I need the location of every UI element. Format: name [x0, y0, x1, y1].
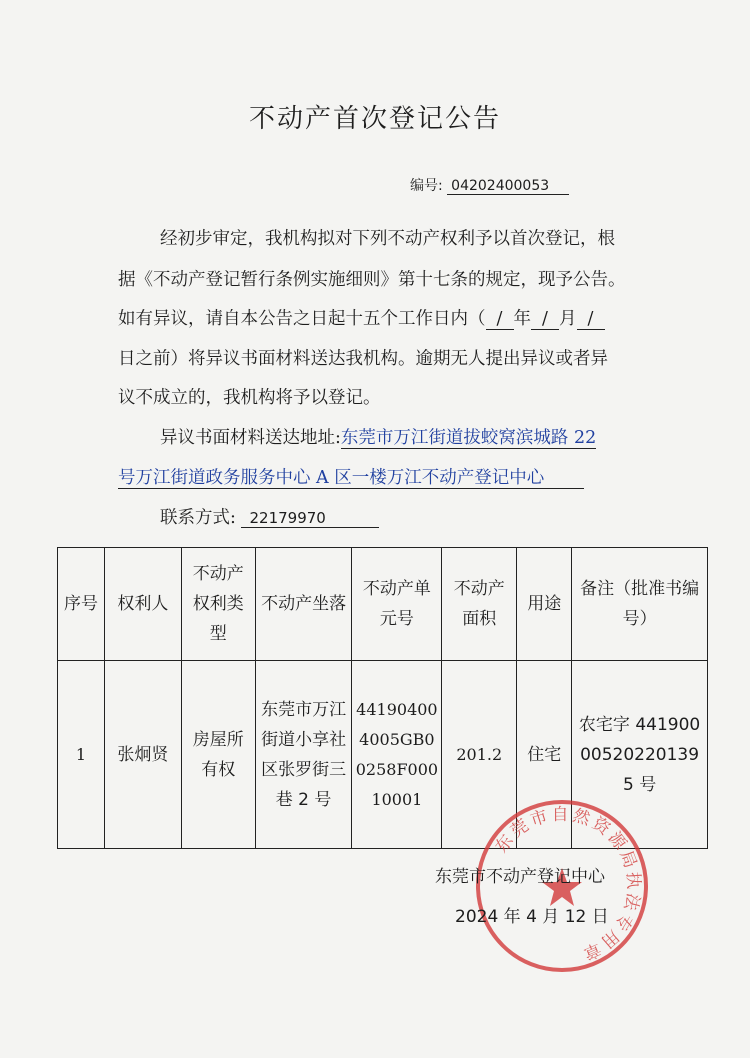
seal-text: 东莞市自然资源局执法专用章 — [491, 804, 644, 965]
issue-date: 2024 年 4 月 12 日 — [455, 907, 609, 927]
header-right-type: 不动产权利类型 — [181, 548, 255, 661]
body-line-4: 日之前）将异议书面材料送达我机构。逾期无人提出异议或者异 — [118, 349, 608, 369]
year-blank: / — [486, 309, 514, 330]
document-number-value: 04202400053 — [447, 178, 569, 195]
body-line-3 — [118, 305, 605, 330]
address-line-1 — [160, 424, 596, 449]
address-label: 异议书面材料送达地址: — [160, 428, 341, 448]
header-note: 备注（批准书编号） — [572, 548, 708, 661]
cell-usage: 住宅 — [517, 661, 572, 849]
header-unit-no: 不动产单元号 — [352, 548, 442, 661]
issuing-organization: 东莞市不动产登记中心 — [435, 867, 605, 887]
cell-seq: 1 — [58, 661, 105, 849]
cell-location: 东莞市万江街道小享社区张罗街三巷 2 号 — [255, 661, 352, 849]
document-number — [410, 175, 569, 195]
header-location: 不动产坐落 — [255, 548, 352, 661]
address-value-1: 东莞市万江街道拔蛟窝滨城路 22 — [340, 428, 597, 448]
header-usage: 用途 — [517, 548, 572, 661]
document-number-label: 编号: — [410, 178, 443, 194]
address-line-2 — [118, 464, 584, 489]
cell-owner: 张炯贤 — [104, 661, 181, 849]
cell-right-type: 房屋所有权 — [181, 661, 255, 849]
body-line-1: 经初步审定，我机构拟对下列不动产权利予以首次登记，根 — [160, 229, 615, 249]
year-label: 年 — [513, 309, 531, 329]
cell-note: 农宅字 441900005202201395 号 — [572, 661, 708, 849]
table-header-row — [58, 548, 708, 661]
body-line-3-text: 如有异议，请自本公告之日起十五个工作日内（ — [118, 309, 486, 329]
cell-unit-no: 441904004005GB00258F00010001 — [352, 661, 442, 849]
month-label: 月 — [559, 309, 577, 329]
address-value-2: 号万江街道政务服务中心 A 区一楼万江不动产登记中心 — [118, 468, 584, 489]
header-owner: 权利人 — [104, 548, 181, 661]
body-line-5: 议不成立的，我机构将予以登记。 — [118, 388, 381, 408]
contact-label: 联系方式: — [160, 508, 236, 528]
month-blank: / — [531, 309, 559, 330]
contact-value: 22179970 — [241, 509, 379, 528]
header-area: 不动产面积 — [442, 548, 517, 661]
cell-area: 201.2 — [442, 661, 517, 849]
day-blank: / — [577, 309, 605, 330]
notice-title: 不动产首次登记公告 — [248, 104, 501, 134]
body-line-2: 据《不动产登记暂行条例实施细则》第十七条的规定，现予公告。 — [118, 270, 626, 290]
header-seq: 序号 — [58, 548, 105, 661]
contact-line — [160, 504, 379, 529]
